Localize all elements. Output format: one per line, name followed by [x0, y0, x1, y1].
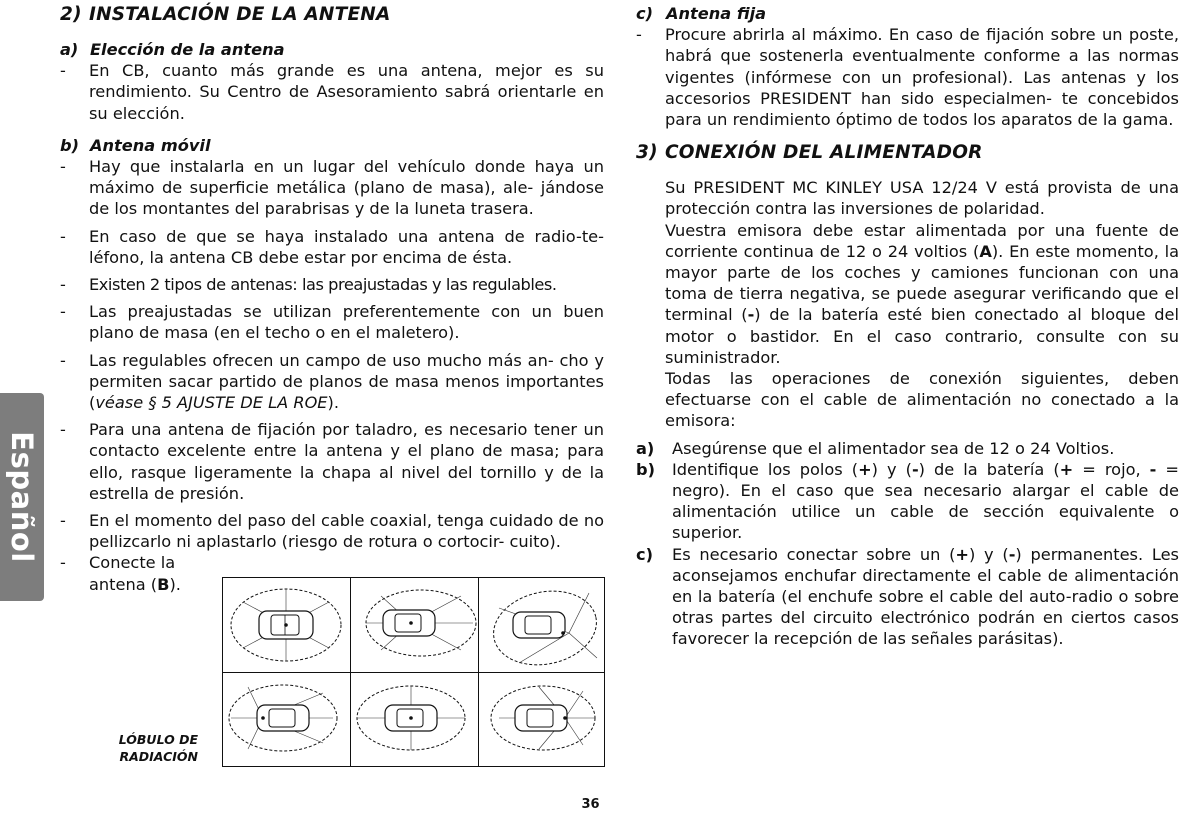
right-column [636, 3, 1179, 650]
figure-caption: LÓBULO DE RADIACIÓN [118, 732, 198, 764]
radiation-diagram-roof-center [223, 578, 351, 673]
list-item: - En CB, cuanto más grande es una antena, mejor es su rendimiento. Su Centro de Asesoramiento sabrá orientarle en su elección. [60, 61, 604, 123]
page-number: 36 [581, 797, 600, 812]
list-item: - Las regulables ofrecen un campo de uso mucho más an- cho y permiten sacar partido de planos de masa menos importantes (véase § 5 AJUSTE DE LA ROE). [60, 350, 604, 413]
paragraph: Todas las operaciones de conexión siguientes, deben efectuarse con el cable de alimentación no conectado a la emisora: [665, 369, 1179, 431]
radiation-diagram-roof-front [351, 578, 479, 673]
language-side-tab [0, 393, 44, 601]
list-item: - Las preajustadas se utilizan preferentemente con un buen plano de masa (en el techo o en el maletero). [60, 302, 604, 343]
list-item: - Conecte la antena (B). [60, 553, 181, 594]
language-label: Español [5, 431, 39, 563]
subheading-mobile-antenna: b) Antena móvil [60, 135, 211, 155]
radiation-diagram-rear-corner [479, 578, 605, 673]
list-item: b) Identifique los polos (+) y (-) de la batería (+ = rojo, - = negro). En el caso que sea necesario alargar el cable de alimentación utilice un cable de sección equivalente o superior. [636, 459, 1179, 543]
subheading-antenna-choice: a) Elección de la antena [60, 40, 285, 59]
left-column [60, 3, 604, 595]
section-heading-antenna: 2) INSTALACIÓN DE LA ANTENA [60, 4, 391, 25]
list-item: - Hay que instalarla en un lugar del vehículo donde haya un máximo de superficie metálica (plano de masa), ale- jándose de los montantes del parabrisas y de la luneta trasera. [60, 157, 604, 219]
list-item: c) Es necesario conectar sobre un (+) y (-) permanentes. Les aconsejamos enchufar directamente el cable de alimentación en la batería (el enchufe sobre el cable del auto-radio o sobre otras partes del circuito electrónico podrán en ciertos casos favorecer la recepción de las señales parásitas). [636, 544, 1179, 649]
section-heading-power-connection: 3) CONEXIÓN DEL ALIMENTADOR [636, 142, 983, 164]
list-item: - Procure abrirla al máximo. En caso de fijación sobre un poste, habrá que sostenerla eventualmente conforme a las normas vigentes (infórmese con un profesional). Las antenas y los accesorios PRESIDENT han sido especialmen- te concebidos para un rendimiento óptimo de todos los aparatos de la gama. [636, 25, 1179, 130]
list-item: - En caso de que se haya instalado una antena de radio-te- léfono, la antena CB debe estar por encima de ésta. [60, 226, 604, 267]
radiation-diagram-side [479, 673, 605, 767]
radiation-diagram-hood [351, 673, 479, 767]
list-item: - Para una antena de fijación por taladro, es necesario tener un contacto excelente entre la antena y el plano de masa; para ello, rasque ligeramente la chapa al nivel del tornillo y de la estrella de presión. [60, 420, 604, 503]
cross-reference: véase § 5 AJUSTE DE LA ROE [95, 393, 328, 413]
radiation-diagram-trunk [223, 673, 351, 767]
paragraph: Su PRESIDENT MC KINLEY USA 12/24 V está provista de una protección contra las inversiones de polaridad. [665, 178, 1179, 219]
list-item: - Existen 2 tipos de antenas: las preajustadas y las regulables. [60, 275, 557, 295]
paragraph: Vuestra emisora debe estar alimentada por una fuente de corriente continua de 12 o 24 voltios (A). En este momento, la mayor parte de los coches y camiones funcionan con una toma de tierra negativa, se puede asegurar verificando que el terminal (-) de la batería esté bien conectado al bloque del motor o bastidor. En el caso contrario, consulte con su suministrador. [665, 220, 1180, 367]
subheading-fixed-antenna: c) Antena fija [636, 4, 767, 23]
list-item: - En el momento del paso del cable coaxial, tenga cuidado de no pellizcarlo ni aplastarlo (riesgo de rotura o cortocir- cuito). [60, 511, 604, 552]
radiation-lobe-figure [222, 577, 605, 767]
list-item: a) Asegúrense que el alimentador sea de 12 o 24 Voltios. [636, 438, 1115, 458]
